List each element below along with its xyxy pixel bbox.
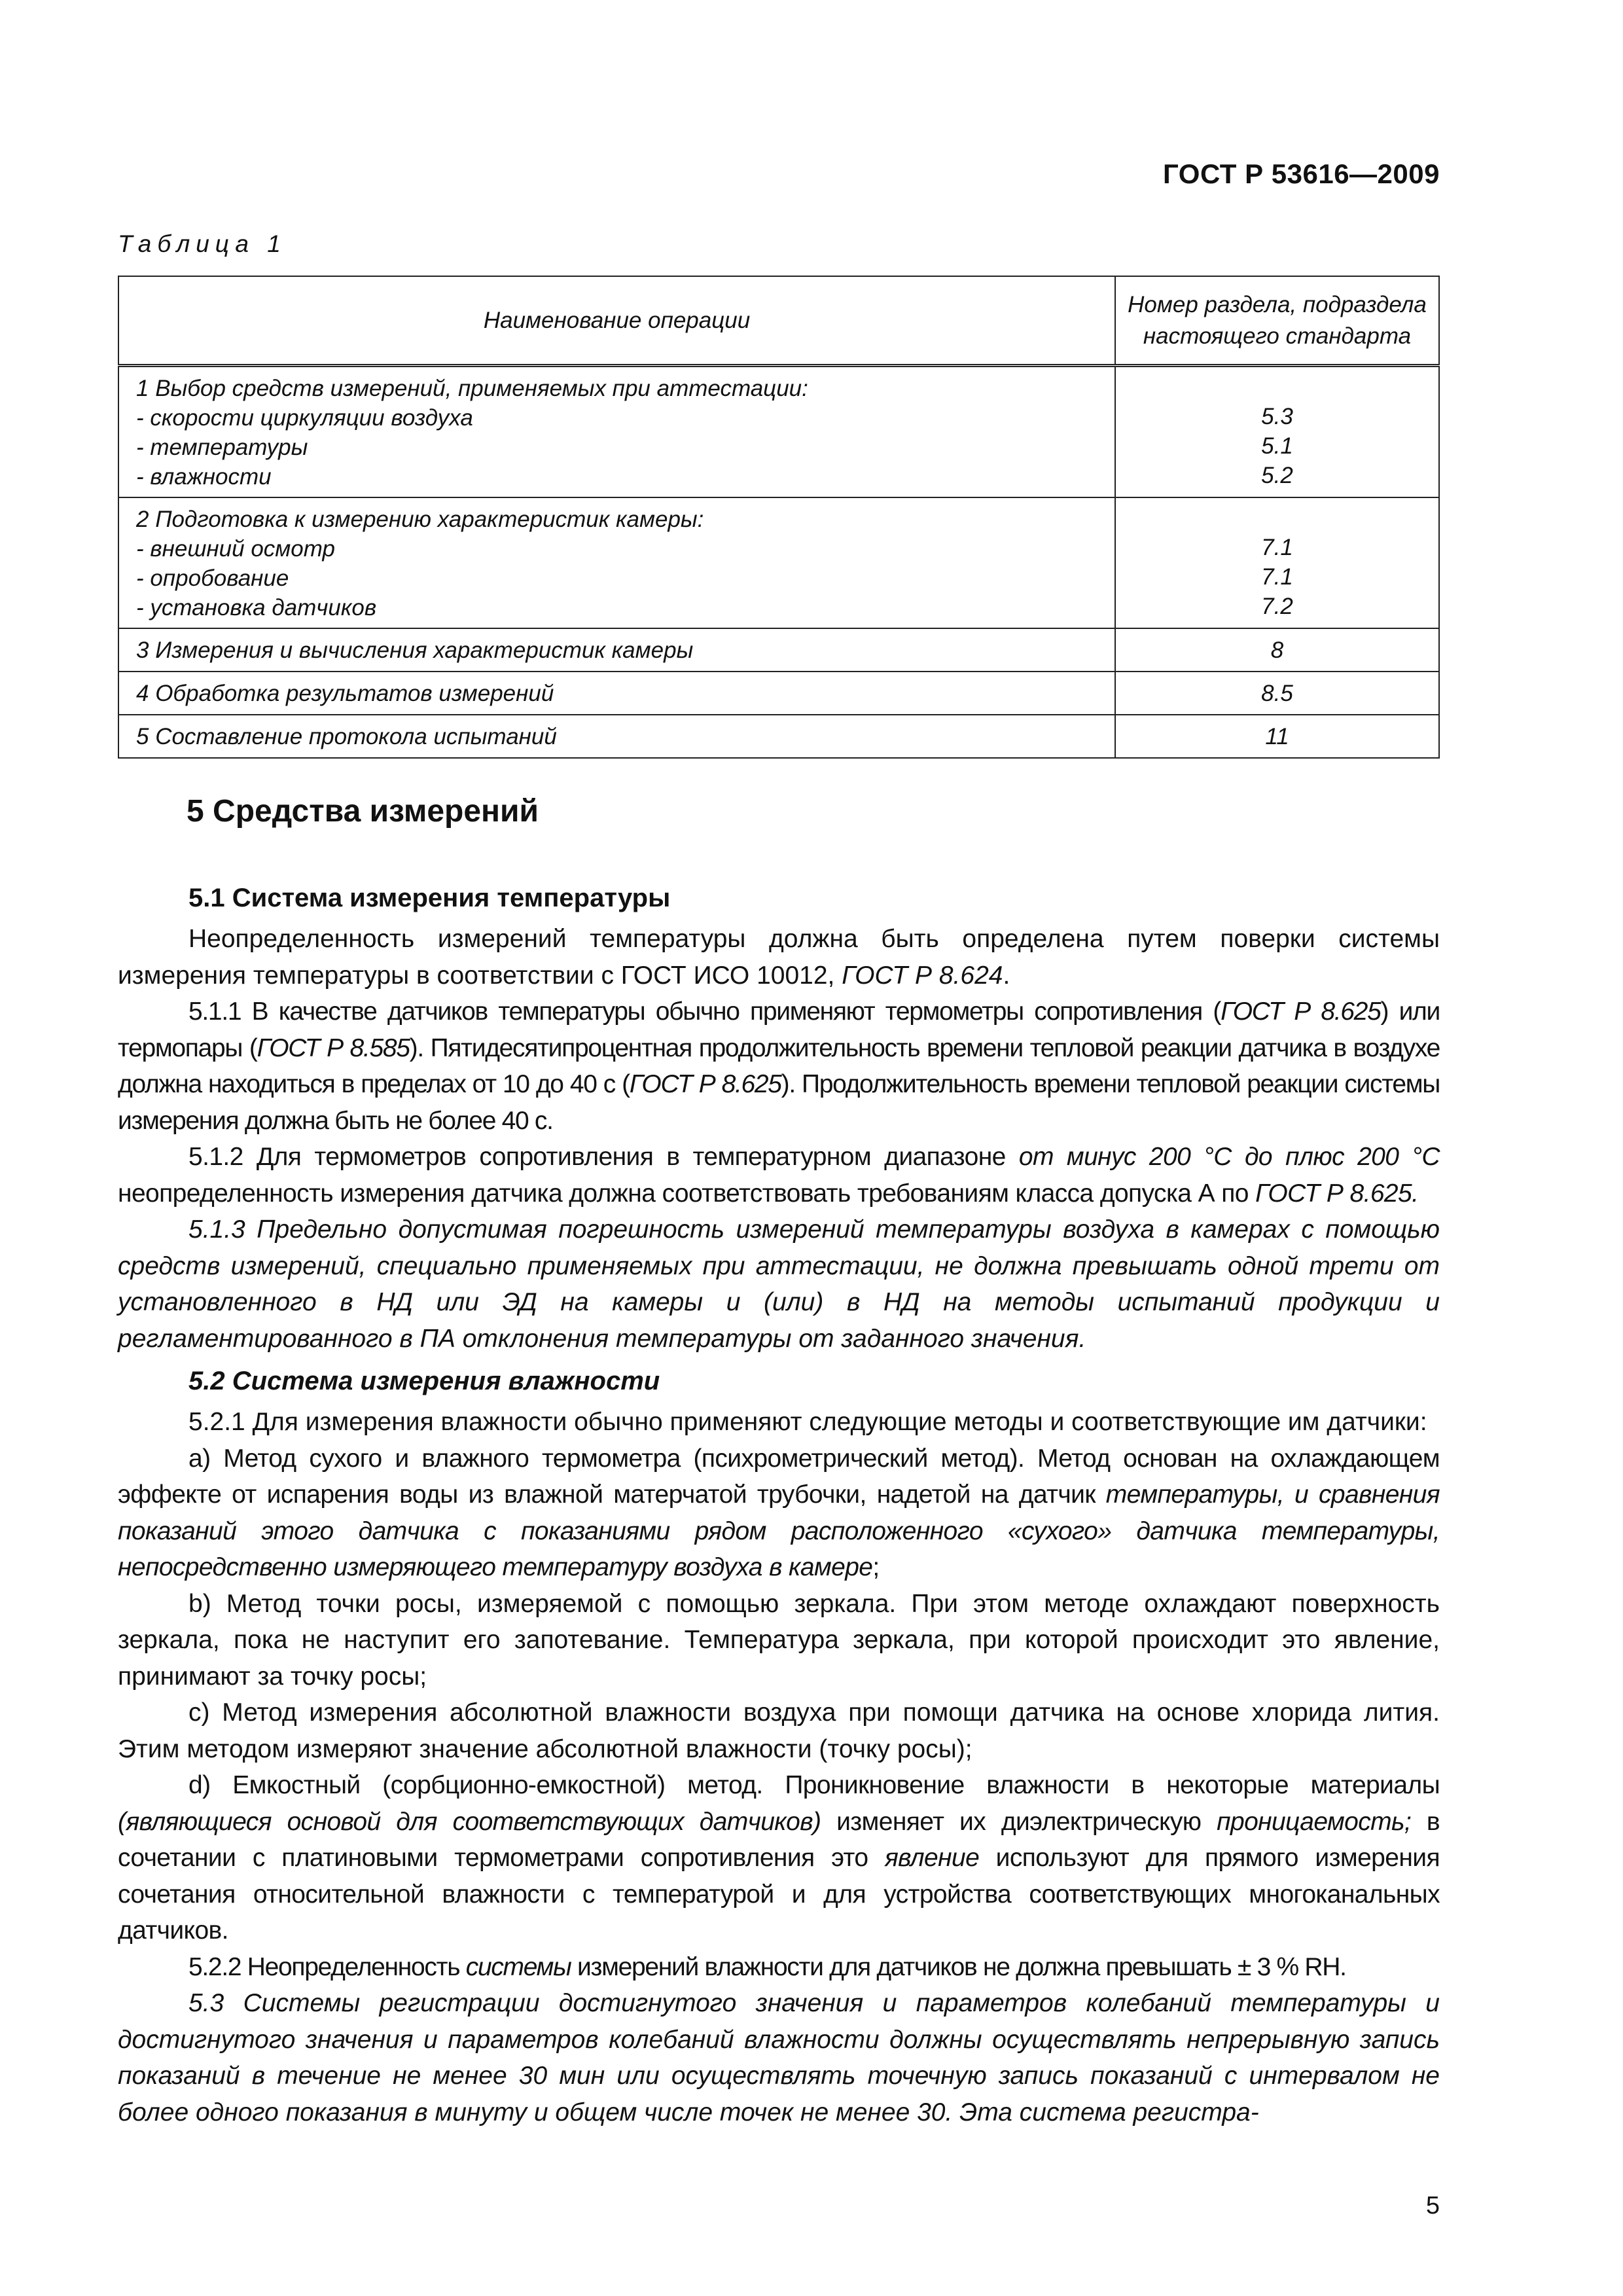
table-cell-section: 8 <box>1115 628 1439 672</box>
row-item: - скорости циркуляции воздуха <box>136 405 473 431</box>
paragraph-5-1-1: 5.1.1 В качестве датчиков температуры обычно применяют термометры сопротивления (ГОСТ Р 8.625) или термопары (ГОСТ Р 8.585). Пятидесятипроцентная продолжительность времени тепловой реакции датчика в воздухе должна находиться в пределах от 10 до 40 с (ГОСТ Р 8.625). Продолжительность времени тепловой реакции системы измерения должна быть не более 40 с. <box>118 997 1440 1135</box>
row-item: - установка датчиков <box>136 595 377 620</box>
table-cell-operation <box>118 366 1115 498</box>
section-5-body <box>118 874 1440 2130</box>
paragraph-5-2-1: 5.2.1 Для измерения влажности обычно применяют следующие методы и соответствующие им датчики: <box>188 1408 1427 1436</box>
table-row <box>118 497 1439 628</box>
page-number: 5 <box>1425 2192 1440 2219</box>
table-caption: Таблица 1 <box>118 230 287 257</box>
document-code: ГОСТ Р 53616—2009 <box>1163 158 1440 189</box>
column-header-section <box>1115 276 1439 366</box>
paragraph-method-b: b) Метод точки росы, измеряемой с помощью зеркала. При этом методе охлаждают поверхность зеркала, пока не наступит его запотевание. Температура зеркала, при которой происходит это явление, принимают за точку росы; <box>118 1589 1440 1691</box>
row-title: 2 Подготовка к измерению характеристик камеры: <box>136 507 704 532</box>
operations-table <box>118 276 1440 759</box>
row-ref: 5.1 <box>1261 433 1293 459</box>
row-item: - опробование <box>136 565 289 591</box>
column-header-section-line2: настоящего стандарта <box>1143 323 1412 349</box>
row-ref: 7.2 <box>1261 594 1293 619</box>
paragraph-method-d: d) Емкостный (сорбционно-емкостной) метод. Проникновение влажности в некоторые материалы (являющиеся основой для соответствующих датчиков) изменяет их диэлектрическую проницаемость; в сочетании с платиновыми термометрами сопротивления это явление используют для прямого измерения сочетания относительной влажности с температурой и для устройства соответствующих многоканальных датчиков. <box>118 1771 1440 1945</box>
paragraph-method-c: с) Метод измерения абсолютной влажности воздуха при помощи датчика на основе хлорида лития. Этим методом измеряют значение абсолютной влажности (точку росы); <box>118 1698 1440 1763</box>
table-cell-section: 8.5 <box>1115 672 1439 715</box>
table-cell-section <box>1115 497 1439 628</box>
paragraph-method-a: а) Метод сухого и влажного термометра (психрометрический метод). Метод основан на охлаждающем эффекте от испарения воды из влажной матерчатой трубочки, надетой на датчик температуры, и сравнения показаний этого датчика с показаниями рядом расположенного «сухого» датчика температуры, непосредственно измеряющего температуру воздуха в камере; <box>118 1444 1440 1581</box>
row-ref: 7.1 <box>1261 535 1293 560</box>
table-row <box>118 628 1439 672</box>
table-cell-section: 11 <box>1115 715 1439 758</box>
row-title: 1 Выбор средств измерений, применяемых при аттестации: <box>136 376 808 401</box>
paragraph-5-1: Неопределенность измерений температуры должна быть определена путем поверки системы измерения температуры в соответствии с ГОСТ ИСО 10012, ГОСТ Р 8.624. <box>118 925 1440 990</box>
paragraph-5-1-2: 5.1.2 Для термометров сопротивления в температурном диапазоне от минус 200 °С до плюс 200 °С неопределенность измерения датчика должна соответствовать требованиям класса допуска А по ГОСТ Р 8.625. <box>118 1143 1440 1208</box>
row-item: - влажности <box>136 464 272 490</box>
section-5-heading: 5 Средства измерений <box>187 794 539 829</box>
table-header-row <box>118 276 1439 366</box>
row-ref: 5.2 <box>1261 463 1293 488</box>
row-item: - внешний осмотр <box>136 536 335 562</box>
table-cell-operation <box>118 497 1115 628</box>
table-cell-section <box>1115 366 1439 498</box>
column-header-section-line1: Номер раздела, подраздела <box>1128 291 1427 317</box>
row-item: - температуры <box>136 435 308 460</box>
table-cell-operation: 4 Обработка результатов измерений <box>118 672 1115 715</box>
paragraph-5-2-2: 5.2.2 Неопределенность системы измерений влажности для датчиков не должна превышать ± 3 % RH. <box>188 1952 1346 1981</box>
subsection-5-1-heading: 5.1 Система измерения температуры <box>188 884 671 912</box>
subsection-5-2-heading: 5.2 Система измерения влажности <box>188 1367 660 1395</box>
table-row <box>118 715 1439 758</box>
row-ref: 5.3 <box>1261 404 1293 429</box>
table-cell-operation: 3 Измерения и вычисления характеристик камеры <box>118 628 1115 672</box>
row-ref: 7.1 <box>1261 564 1293 590</box>
paragraph-5-1-3: 5.1.3 Предельно допустимая погрешность измерений температуры воздуха в камерах с помощью средств измерений, специально применяемых при аттестации, не должна превышать одной трети от установленного в НД или ЭД на камеры и (или) в НД на методы испытаний продукции и регламентированного в ПА отклонения температуры от заданного значения. <box>118 1215 1440 1353</box>
table-cell-operation: 5 Составление протокола испытаний <box>118 715 1115 758</box>
table-row <box>118 672 1439 715</box>
column-header-operation: Наименование операции <box>118 276 1115 366</box>
table-row <box>118 366 1439 498</box>
paragraph-5-3: 5.3 Системы регистрации достигнутого значения и параметров колебаний температуры и достигнутого значения и параметров колебаний влажности должны осуществлять непрерывную запись показаний в течение не менее 30 мин или осуществлять точечную запись показаний с интервалом не более одного показания в минуту и общем числе точек не менее 30. Эта система регистра- <box>118 1989 1440 2126</box>
